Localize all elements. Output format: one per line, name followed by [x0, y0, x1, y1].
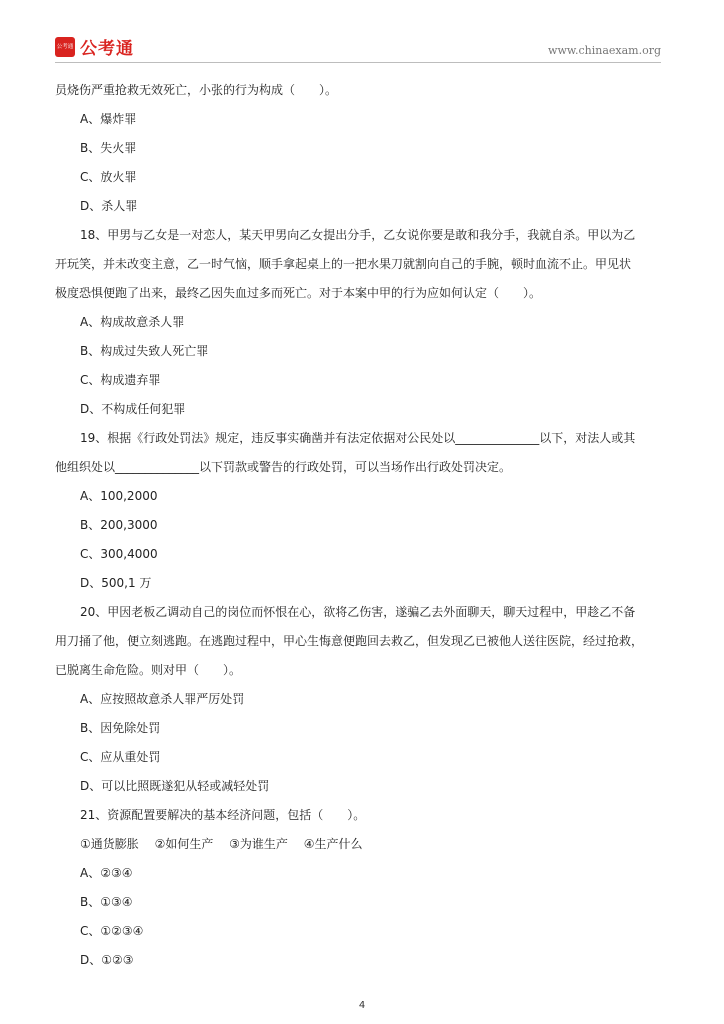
option-line: A、应按照故意杀人罪严厉处罚: [80, 692, 245, 706]
text-line: 员烧伤严重抢救无效死亡，小张的行为构成（ ）。: [55, 83, 338, 97]
question-20-line-2: 用刀捅了他，便立刻逃跑。在逃跑过程中，甲心生悔意便跑回去救乙，但发现乙已被他人送往医院，经过抢救，: [55, 634, 644, 648]
question-19-line-1: 19、根据《行政处罚法》规定，违反事实确凿并有法定依据对公民处以______________以下，对法人或其: [80, 431, 636, 445]
page-number: 4: [358, 1000, 366, 1011]
page-header: [0, 0, 724, 70]
question-18-line-1: 18、甲男与乙女是一对恋人，某天甲男向乙女提出分手，乙女说你要是敢和我分手，我就自杀。甲以为乙: [80, 228, 636, 242]
question-19-line-2: 他组织处以______________以下罚款或警告的行政处罚，可以当场作出行政处罚决定。: [55, 460, 512, 474]
brand-logo: [55, 34, 134, 59]
option-line: B、①③④: [80, 895, 133, 909]
option-line: A、构成故意杀人罪: [80, 315, 185, 329]
option-line: C、应从重处罚: [80, 750, 161, 764]
option-line: D、杀人罪: [80, 199, 138, 213]
option-line: D、500,1 万: [80, 576, 152, 590]
header-divider: [55, 62, 661, 63]
option-line: A、爆炸罪: [80, 112, 137, 126]
option-line: B、构成过失致人死亡罪: [80, 344, 209, 358]
question-20-line-3: 已脱离生命危险。则对甲（ ）。: [55, 663, 242, 677]
logo-badge-text: 公考通: [56, 43, 74, 50]
option-line: B、失火罪: [80, 141, 137, 155]
option-line: C、构成遗弃罪: [80, 373, 161, 387]
option-line: A、②③④: [80, 866, 133, 880]
option-line: C、①②③④: [80, 924, 144, 938]
option-line: D、不构成任何犯罪: [80, 402, 186, 416]
option-line: A、100,2000: [80, 489, 158, 503]
option-line: D、①②③: [80, 953, 134, 967]
document-body: [55, 76, 667, 975]
option-line: B、因免除处罚: [80, 721, 161, 735]
question-21-items: ①通货膨胀 ②如何生产 ③为谁生产 ④生产什么: [80, 837, 363, 851]
logo-text: 公考通: [80, 39, 134, 59]
question-18-line-3: 极度恐惧便跑了出来，最终乙因失血过多而死亡。对于本案中甲的行为应如何认定（ ）。: [55, 286, 542, 300]
option-line: B、200,3000: [80, 518, 158, 532]
option-line: D、可以比照既遂犯从轻或减轻处罚: [80, 779, 270, 793]
question-18-line-2: 开玩笑，并未改变主意，乙一时气恼，顺手拿起桌上的一把水果刀就割向自己的手腕，顿时血流不止。甲见状: [55, 257, 632, 271]
site-url: www.chinaexam.org: [548, 44, 661, 57]
question-20-line-1: 20、甲因老板乙调动自己的岗位而怀恨在心，欲将乙伤害，遂骗乙去外面聊天，聊天过程中，甲趁乙不备: [80, 605, 636, 619]
question-21-line-1: 21、资源配置要解决的基本经济问题，包括（ ）。: [80, 808, 366, 822]
logo-badge-icon: [55, 37, 75, 57]
option-line: C、300,4000: [80, 547, 158, 561]
option-line: C、放火罪: [80, 170, 137, 184]
